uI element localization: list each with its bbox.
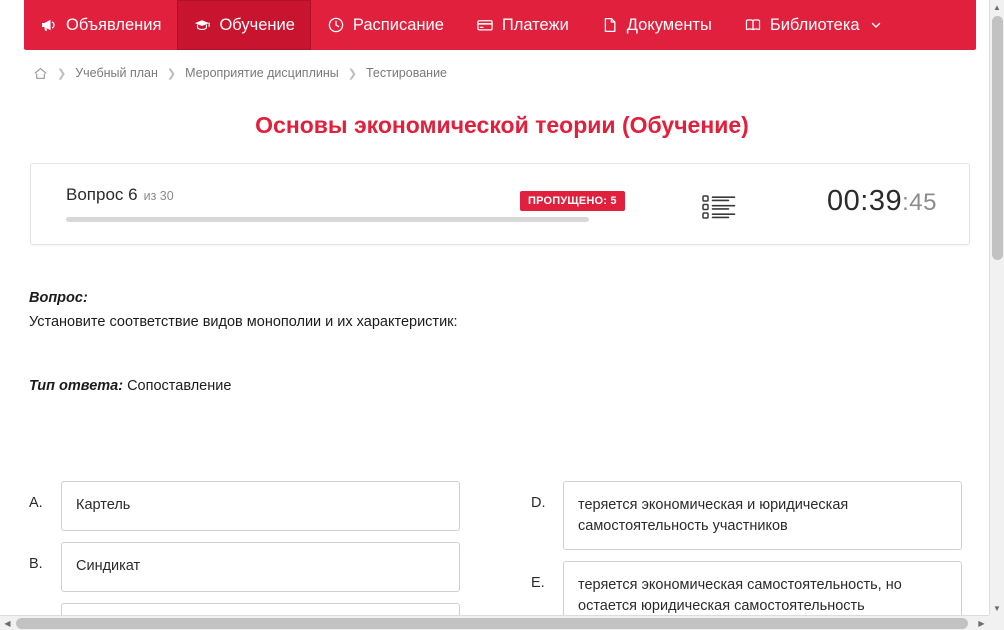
nav-item-schedule[interactable]	[311, 0, 460, 50]
home-icon[interactable]	[32, 65, 48, 81]
question-list-icon[interactable]	[697, 190, 741, 224]
answer-type-label: Тип ответа:	[29, 378, 124, 394]
breadcrumb-separator: ❯	[57, 67, 67, 80]
matching-option-a[interactable]: Картель	[61, 481, 460, 531]
answer-type-row	[29, 378, 231, 394]
nav-item-label: Библиотека	[769, 15, 860, 34]
nav-item-announcements[interactable]	[24, 0, 177, 50]
breadcrumb-item-discipline-event[interactable]: Мероприятие дисциплины	[185, 66, 339, 80]
scroll-left-icon[interactable]: ◀	[4, 618, 11, 628]
main-navigation	[24, 0, 976, 50]
nav-item-documents[interactable]	[585, 0, 728, 50]
breadcrumb	[24, 58, 976, 88]
matching-key-a: A.	[29, 495, 43, 511]
chevron-down-icon[interactable]	[870, 19, 882, 31]
status-badge-skipped: ПРОПУЩЕНО: 5	[520, 191, 625, 211]
graduation-cap-icon	[193, 16, 211, 34]
matching-item	[29, 542, 460, 592]
question-text: Установите соответствие видов монополии и их характеристик:	[29, 314, 458, 330]
question-status-card	[30, 163, 970, 245]
matching-option-d[interactable]: теряется экономическая и юридическая самостоятельность участников	[563, 481, 962, 550]
matching-key-e: E.	[531, 575, 545, 592]
matching-key-d: D.	[531, 495, 546, 511]
nav-item-label: Платежи	[501, 15, 569, 34]
nav-item-label: Обучение	[219, 15, 295, 34]
matching-item	[29, 481, 460, 531]
question-total-label: из 30	[143, 189, 174, 203]
timer-minutes: 00:39	[827, 185, 903, 217]
question-progress-bar	[66, 217, 589, 222]
nav-item-library[interactable]	[728, 0, 898, 50]
nav-item-payments[interactable]	[460, 0, 585, 50]
matching-option-b[interactable]: Синдикат	[61, 542, 460, 592]
nav-item-learning[interactable]	[177, 0, 310, 50]
question-block	[29, 290, 969, 330]
matching-item	[531, 481, 962, 550]
answer-type-value: Сопоставление	[127, 378, 232, 394]
scrollbar-corner	[989, 615, 1004, 630]
question-number-label: Вопрос 6	[66, 185, 138, 204]
breadcrumb-separator: ❯	[347, 67, 357, 80]
timer-seconds: :45	[902, 189, 937, 216]
vertical-scrollbar-thumb[interactable]	[992, 16, 1003, 260]
nav-item-label: Расписание	[352, 15, 444, 34]
nav-item-label: Документы	[626, 15, 712, 34]
scroll-right-icon[interactable]: ▶	[978, 618, 985, 628]
breadcrumb-separator: ❯	[166, 67, 177, 80]
breadcrumb-item-curriculum[interactable]: Учебный план	[75, 66, 158, 80]
scroll-up-icon[interactable]: ▲	[993, 3, 1001, 12]
vertical-scrollbar[interactable]	[989, 0, 1004, 616]
document-icon	[601, 16, 619, 34]
matching-key-b: B.	[29, 556, 43, 572]
page-title: Основы экономической теории (Обучение)	[255, 112, 749, 138]
scroll-down-icon[interactable]: ▼	[993, 604, 1001, 613]
book-icon	[744, 16, 762, 34]
countdown-timer	[827, 185, 937, 218]
megaphone-icon	[40, 16, 58, 34]
horizontal-scrollbar-thumb[interactable]	[16, 618, 968, 629]
matching-left-column	[29, 481, 460, 630]
credit-card-icon	[476, 16, 494, 34]
question-heading: Вопрос:	[29, 290, 88, 306]
nav-item-label: Объявления	[66, 15, 162, 34]
horizontal-scrollbar[interactable]	[0, 615, 1004, 630]
matching-option-e[interactable]: теряется экономическая самостоятельность, но остается юридическая самостоятельность	[563, 561, 962, 630]
matching-right-column	[531, 481, 962, 630]
breadcrumb-item-testing[interactable]: Тестирование	[365, 66, 448, 80]
clock-icon	[327, 16, 345, 34]
